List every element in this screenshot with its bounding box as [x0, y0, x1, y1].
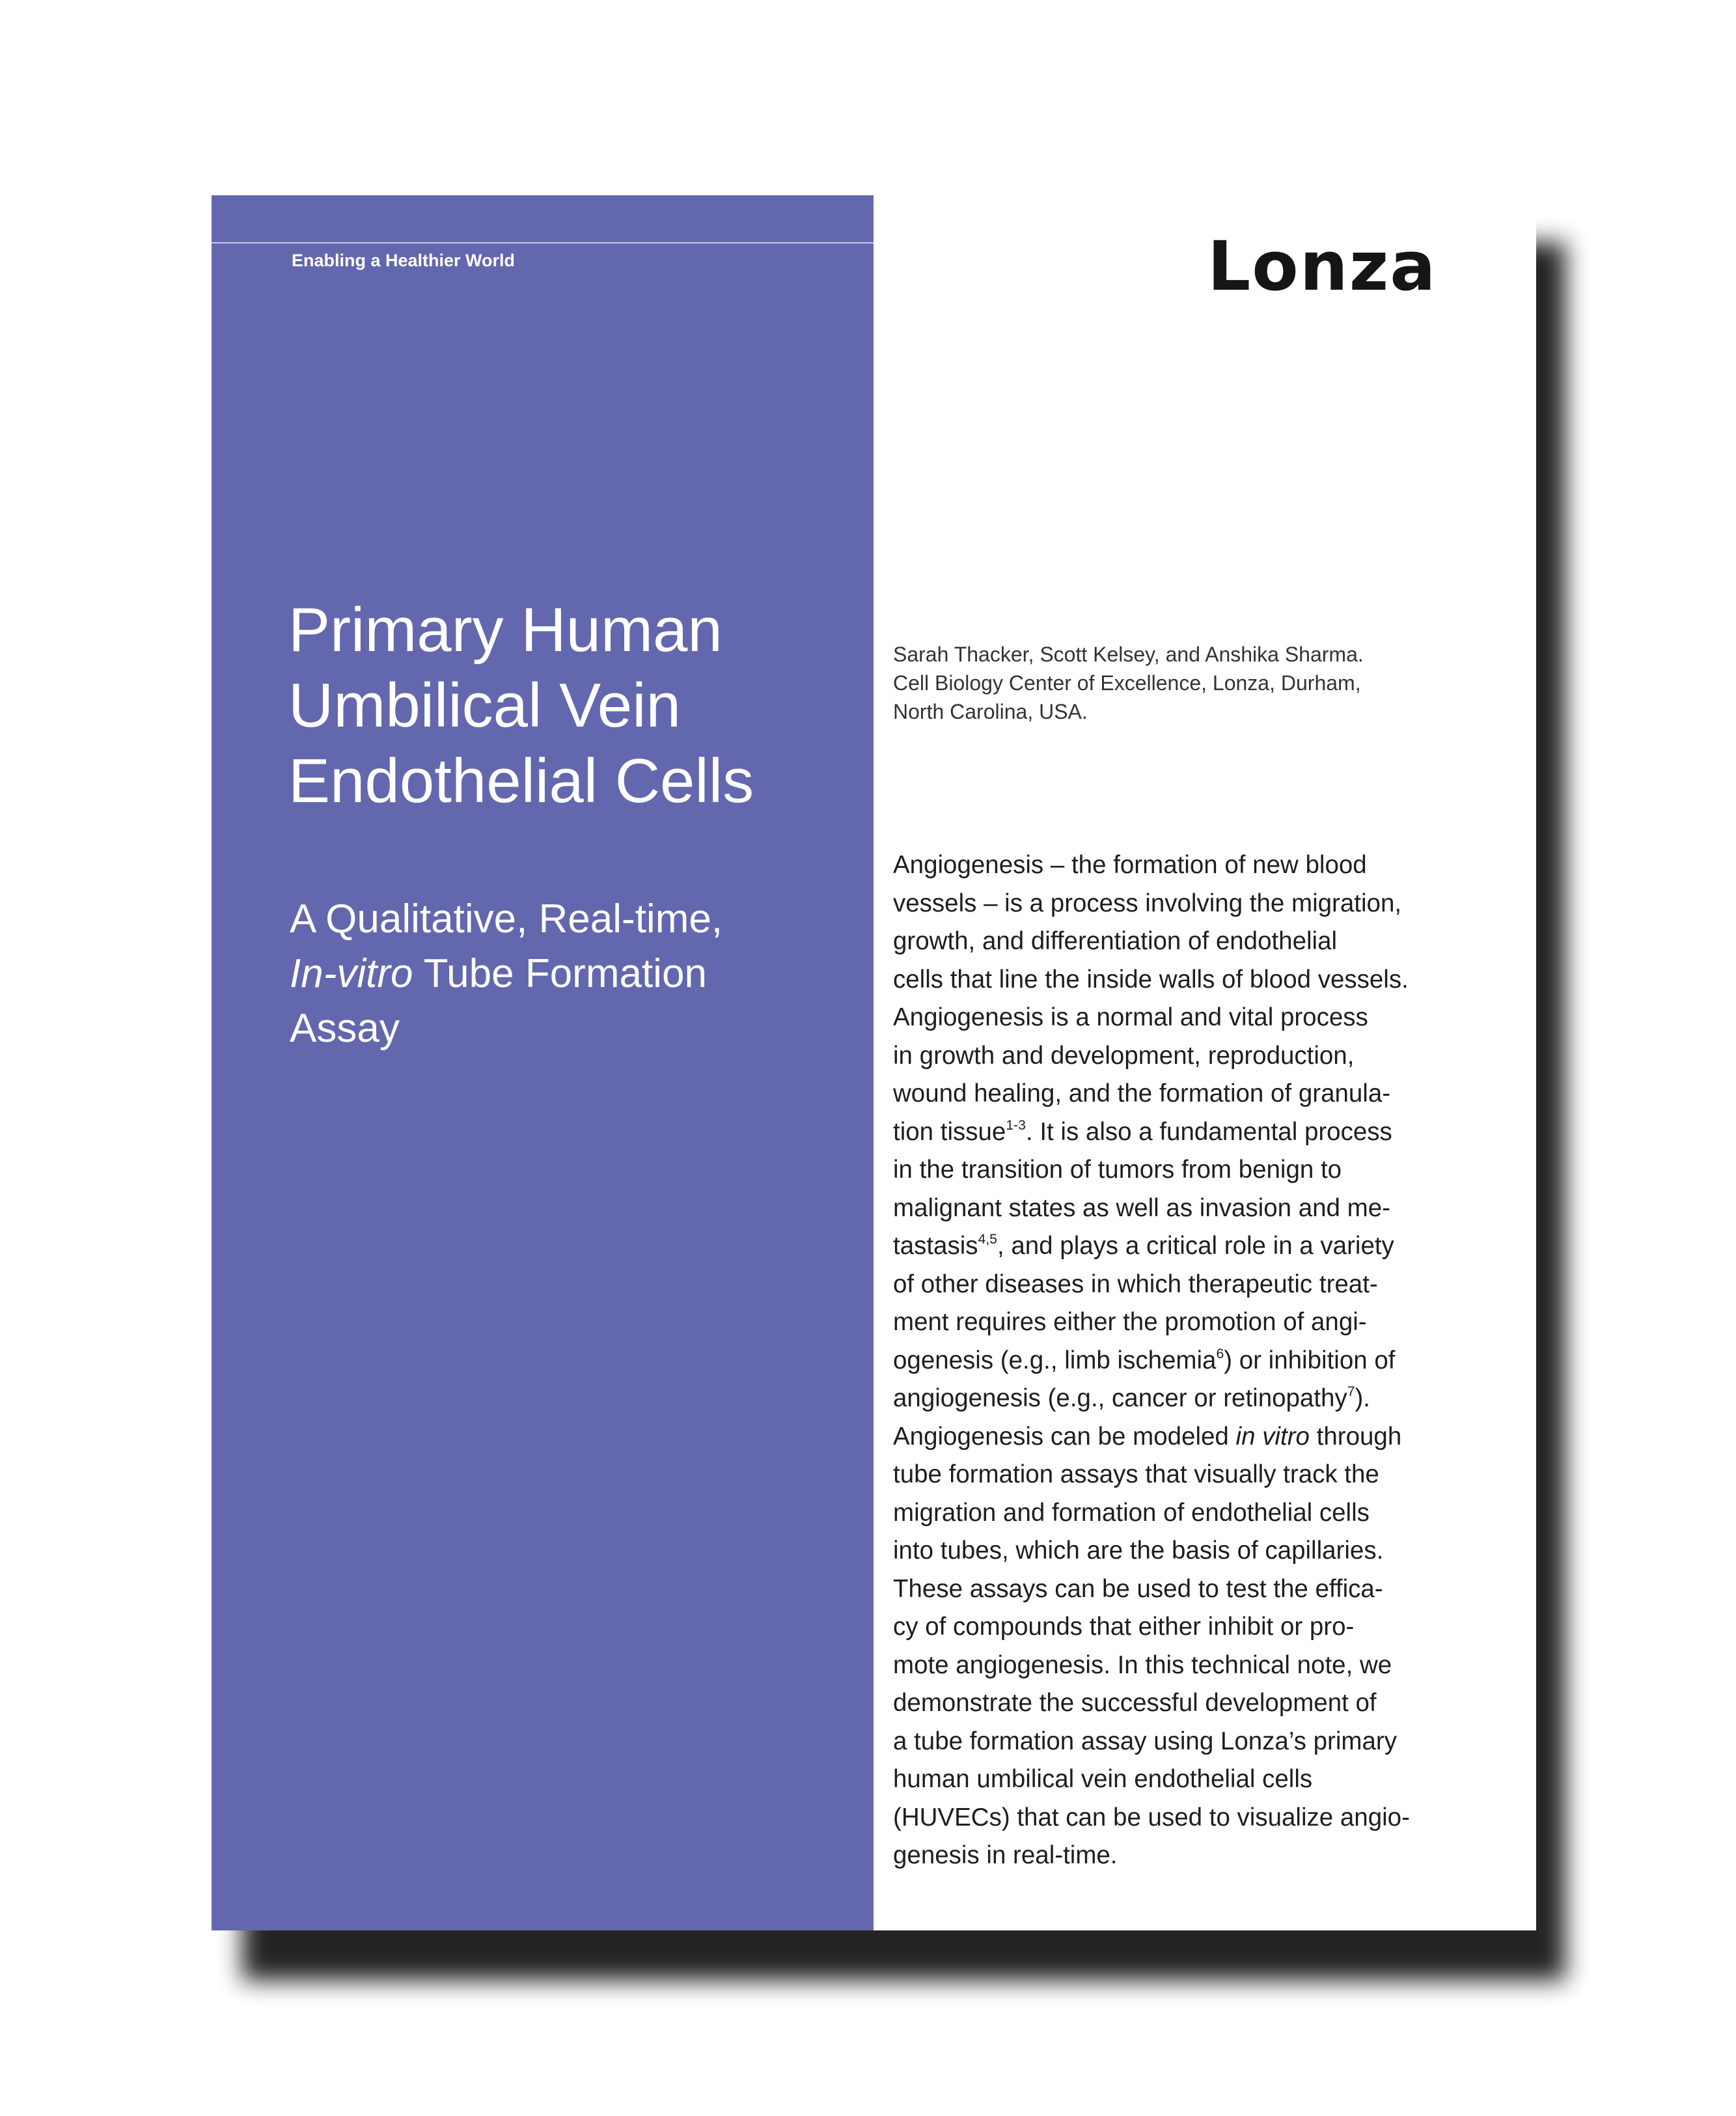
- subtitle-line: Assay: [290, 1006, 400, 1051]
- paragraph-line: human umbilical vein endothelial cells: [893, 1765, 1313, 1793]
- citation-ref: 7: [1347, 1384, 1355, 1400]
- subtitle-line: [290, 947, 862, 1001]
- text-run: Angiogenesis can be modeled: [893, 1422, 1236, 1451]
- paragraph-line: tube formation assays that visually track the: [893, 1460, 1379, 1488]
- text-run: ).: [1355, 1384, 1371, 1412]
- author-line: Sarah Thacker, Scott Kelsey, and Anshika Sharma.: [893, 643, 1364, 666]
- title-line: Primary Human: [288, 595, 723, 665]
- subtitle-text: Tube Formation: [413, 951, 707, 996]
- text-run: , and plays a critical role in a variety: [997, 1232, 1394, 1260]
- paragraph-line: into tubes, which are the basis of capillaries.: [893, 1537, 1384, 1565]
- text-run: tion tissue: [893, 1117, 1006, 1146]
- subtitle-line: A Qualitative, Real-time,: [290, 897, 723, 941]
- intro-paragraph: [893, 846, 1518, 1875]
- paragraph-line: wound healing, and the formation of granula-: [893, 1079, 1391, 1107]
- subtitle-italic: In-vitro: [290, 951, 413, 996]
- title-line: Umbilical Vein: [288, 671, 681, 740]
- brand-tagline: Enabling a Healthier World: [292, 251, 516, 270]
- paragraph-line: in growth and development, reproduction,: [893, 1041, 1355, 1070]
- paragraph-line: [893, 1418, 1518, 1456]
- citation-ref: 6: [1216, 1346, 1224, 1361]
- text-run: angiogenesis (e.g., cancer or retinopathy: [893, 1384, 1347, 1412]
- paragraph-line: These assays can be used to test the effica-: [893, 1574, 1383, 1603]
- paragraph-line: mote angiogenesis. In this technical note, we: [893, 1650, 1392, 1679]
- paragraph-line: [893, 1342, 1518, 1380]
- document-subtitle: [290, 892, 862, 1056]
- paragraph-line: demonstrate the successful development of: [893, 1689, 1377, 1717]
- paragraph-line: [893, 1380, 1518, 1418]
- author-line: North Carolina, USA.: [893, 700, 1088, 723]
- paragraph-line: [893, 1113, 1518, 1152]
- citation-ref: 4,5: [978, 1232, 997, 1247]
- paragraph-line: genesis in real-time.: [893, 1841, 1118, 1869]
- paragraph-line: a tube formation assay using Lonza’s primary: [893, 1727, 1397, 1755]
- paragraph-line: (HUVECs) that can be used to visualize angio-: [893, 1803, 1410, 1831]
- paragraph-line: in the transition of tumors from benign to: [893, 1156, 1342, 1184]
- tagline-divider: [212, 242, 874, 244]
- document-title: [288, 592, 861, 819]
- paragraph-line: cells that line the inside walls of blood vessels.: [893, 965, 1409, 994]
- paragraph-line: of other diseases in which therapeutic treat-: [893, 1270, 1378, 1298]
- text-run: . It is also a fundamental process: [1025, 1117, 1392, 1146]
- paragraph-line: Angiogenesis is a normal and vital process: [893, 1003, 1368, 1031]
- paragraph-line: migration and formation of endothelial cells: [893, 1498, 1370, 1527]
- text-run: through: [1309, 1422, 1402, 1451]
- author-line: Cell Biology Center of Excellence, Lonza, Durham,: [893, 671, 1361, 695]
- text-run: ogenesis (e.g., limb ischemia: [893, 1346, 1217, 1374]
- paragraph-line: ment requires either the promotion of angi-: [893, 1308, 1367, 1336]
- paragraph-line: Angiogenesis – the formation of new blood: [893, 851, 1367, 879]
- citation-ref: 1-3: [1006, 1117, 1026, 1133]
- cover-color-panel: [212, 195, 874, 1930]
- author-affiliation: [893, 640, 1479, 726]
- document-page: [212, 195, 1536, 1930]
- paragraph-line: cy of compounds that either inhibit or pro-: [893, 1613, 1355, 1641]
- text-run: ) or inhibition of: [1224, 1346, 1396, 1374]
- title-line: Endothelial Cells: [288, 746, 754, 816]
- italic-term: in vitro: [1235, 1422, 1310, 1451]
- text-run: tastasis: [893, 1232, 978, 1260]
- paragraph-line: malignant states as well as invasion and me-: [893, 1193, 1390, 1222]
- paragraph-line: vessels – is a process involving the migration,: [893, 889, 1402, 917]
- paragraph-line: [893, 1227, 1518, 1266]
- paragraph-line: growth, and differentiation of endothelial: [893, 927, 1338, 955]
- lonza-logo: Lonza: [1207, 227, 1437, 306]
